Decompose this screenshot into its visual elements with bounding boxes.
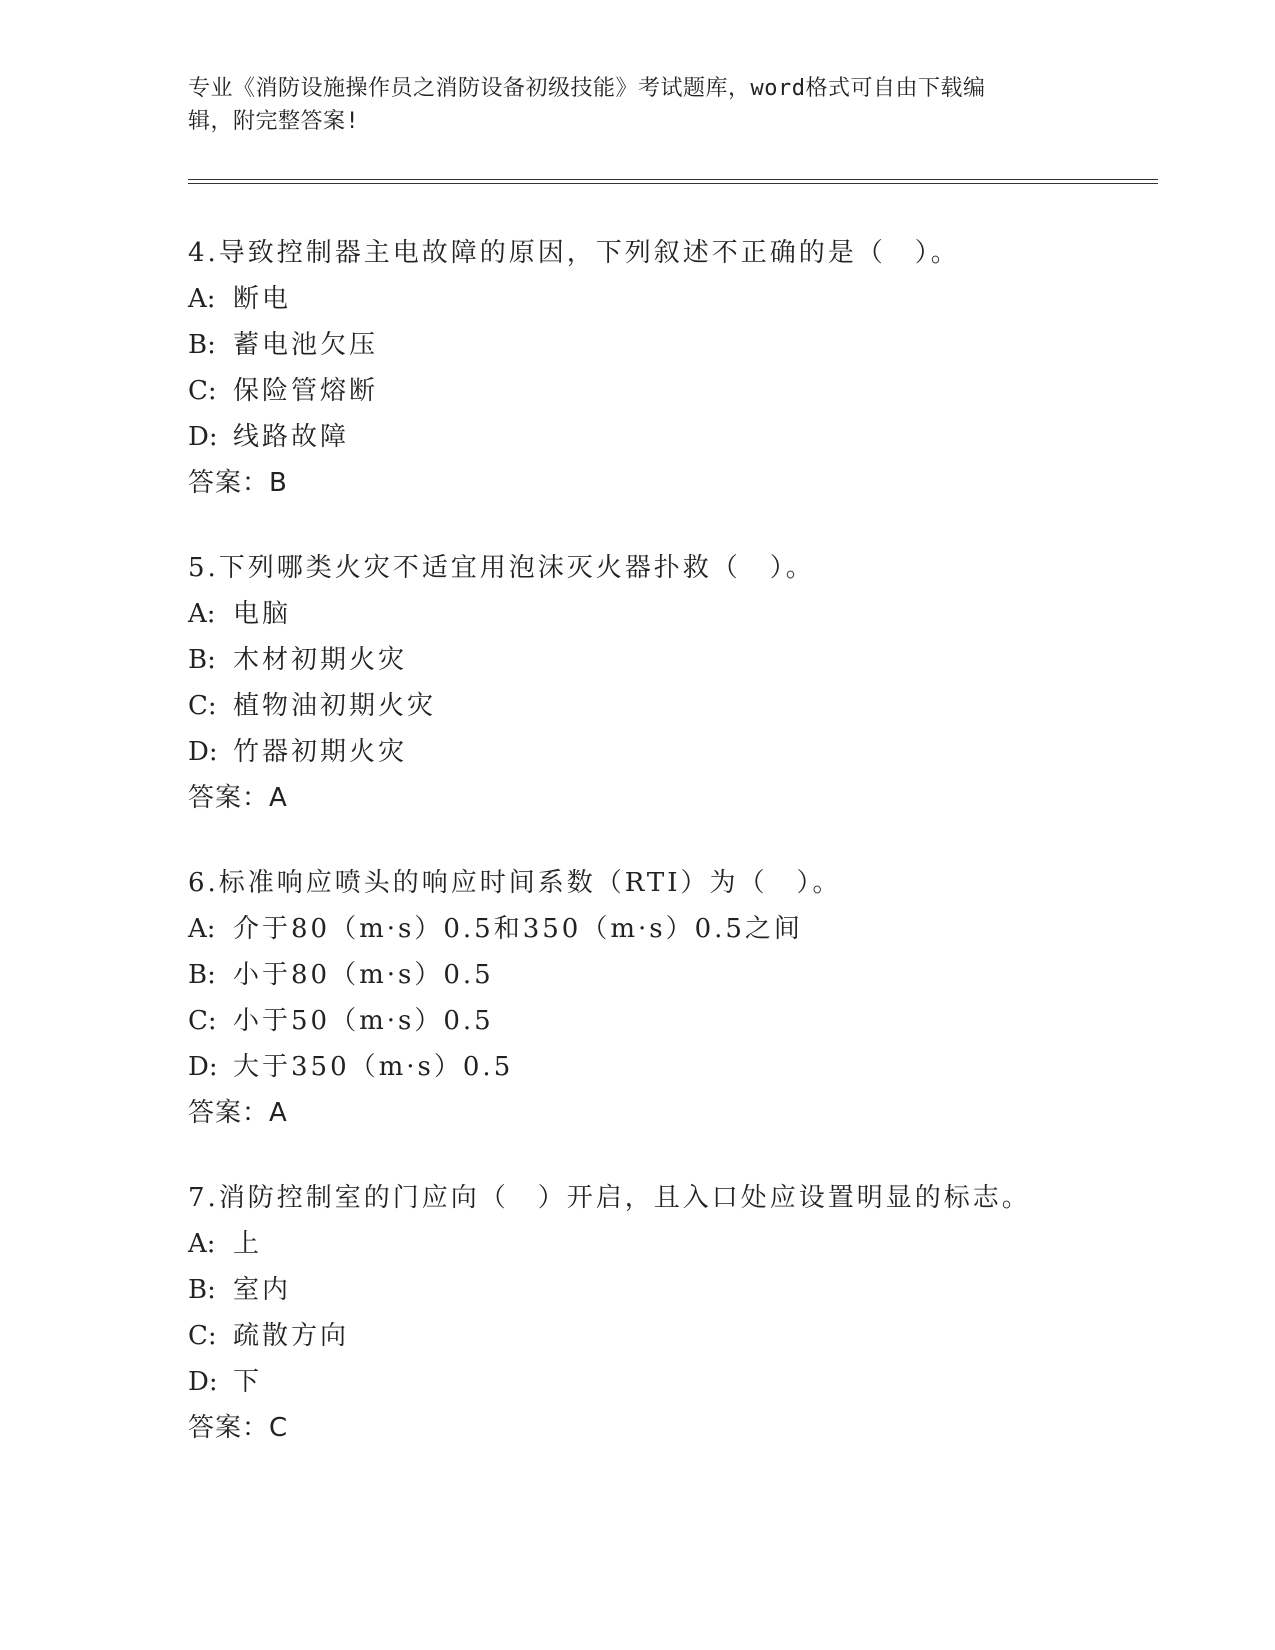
- option-letter: A:: [188, 599, 216, 629]
- question-list: [188, 230, 1148, 1490]
- option-letter: B:: [188, 1275, 216, 1305]
- option-b: [188, 322, 1148, 368]
- option-d: [188, 1359, 1148, 1405]
- option-c: [188, 368, 1148, 414]
- option-letter: A:: [188, 914, 216, 944]
- option-d: [188, 414, 1148, 460]
- option-text: 蓄电池欠压: [233, 330, 379, 360]
- option-b: [188, 1267, 1148, 1313]
- question-4: [188, 230, 1148, 506]
- option-letter: A:: [188, 284, 216, 314]
- option-text: 大于350（m·s）0.5: [233, 1052, 514, 1082]
- header-line-1: 专业《消防设施操作员之消防设备初级技能》考试题库，word格式可自由下载编: [188, 76, 986, 101]
- question-stem: 7.消防控制室的门应向（ ）开启，且入口处应设置明显的标志。: [188, 1183, 1031, 1213]
- option-letter: B:: [188, 960, 216, 990]
- option-c: [188, 998, 1148, 1044]
- document-header: [188, 72, 1088, 138]
- header-divider-top: [188, 179, 1158, 180]
- option-text: 介于80（m·s）0.5和350（m·s）0.5之间: [233, 914, 803, 944]
- option-text: 下: [233, 1367, 263, 1397]
- answer-line: 答案：A: [188, 783, 288, 813]
- option-a: [188, 906, 1148, 952]
- option-text: 竹器初期火灾: [233, 737, 408, 767]
- option-text: 疏散方向: [233, 1321, 350, 1351]
- option-text: 线路故障: [233, 422, 350, 452]
- question-stem: 5.下列哪类火灾不适宜用泡沫灭火器扑救（ ）。: [188, 553, 815, 583]
- option-a: [188, 276, 1148, 322]
- option-b: [188, 637, 1148, 683]
- option-text: 植物油初期火灾: [233, 691, 437, 721]
- option-text: 木材初期火灾: [233, 645, 408, 675]
- option-text: 室内: [233, 1275, 292, 1305]
- answer-line: 答案：A: [188, 1098, 288, 1128]
- option-letter: A:: [188, 1229, 216, 1259]
- option-text: 上: [233, 1229, 263, 1259]
- option-c: [188, 683, 1148, 729]
- option-letter: C:: [188, 376, 217, 406]
- header-line-2: 辑，附完整答案!: [188, 109, 360, 134]
- option-letter: C:: [188, 691, 217, 721]
- option-letter: D:: [188, 737, 218, 767]
- option-letter: C:: [188, 1321, 217, 1351]
- option-d: [188, 729, 1148, 775]
- option-letter: D:: [188, 1367, 218, 1397]
- option-text: 小于50（m·s）0.5: [233, 1006, 494, 1036]
- question-stem: 4.导致控制器主电故障的原因，下列叙述不正确的是（ ）。: [188, 238, 960, 268]
- header-divider-bottom: [188, 183, 1158, 184]
- option-letter: D:: [188, 422, 218, 452]
- option-letter: C:: [188, 1006, 217, 1036]
- question-5: [188, 545, 1148, 821]
- question-stem: 6.标准响应喷头的响应时间系数（RTI）为（ ）。: [188, 868, 842, 898]
- answer-line: 答案：C: [188, 1413, 289, 1443]
- option-letter: B:: [188, 330, 216, 360]
- question-7: [188, 1175, 1148, 1451]
- option-letter: D:: [188, 1052, 218, 1082]
- option-a: [188, 591, 1148, 637]
- option-b: [188, 952, 1148, 998]
- option-a: [188, 1221, 1148, 1267]
- option-letter: B:: [188, 645, 216, 675]
- option-c: [188, 1313, 1148, 1359]
- option-text: 保险管熔断: [233, 376, 379, 406]
- answer-line: 答案：B: [188, 468, 288, 498]
- option-d: [188, 1044, 1148, 1090]
- option-text: 小于80（m·s）0.5: [233, 960, 494, 990]
- option-text: 断电: [233, 284, 292, 314]
- question-6: [188, 860, 1148, 1136]
- option-text: 电脑: [233, 599, 292, 629]
